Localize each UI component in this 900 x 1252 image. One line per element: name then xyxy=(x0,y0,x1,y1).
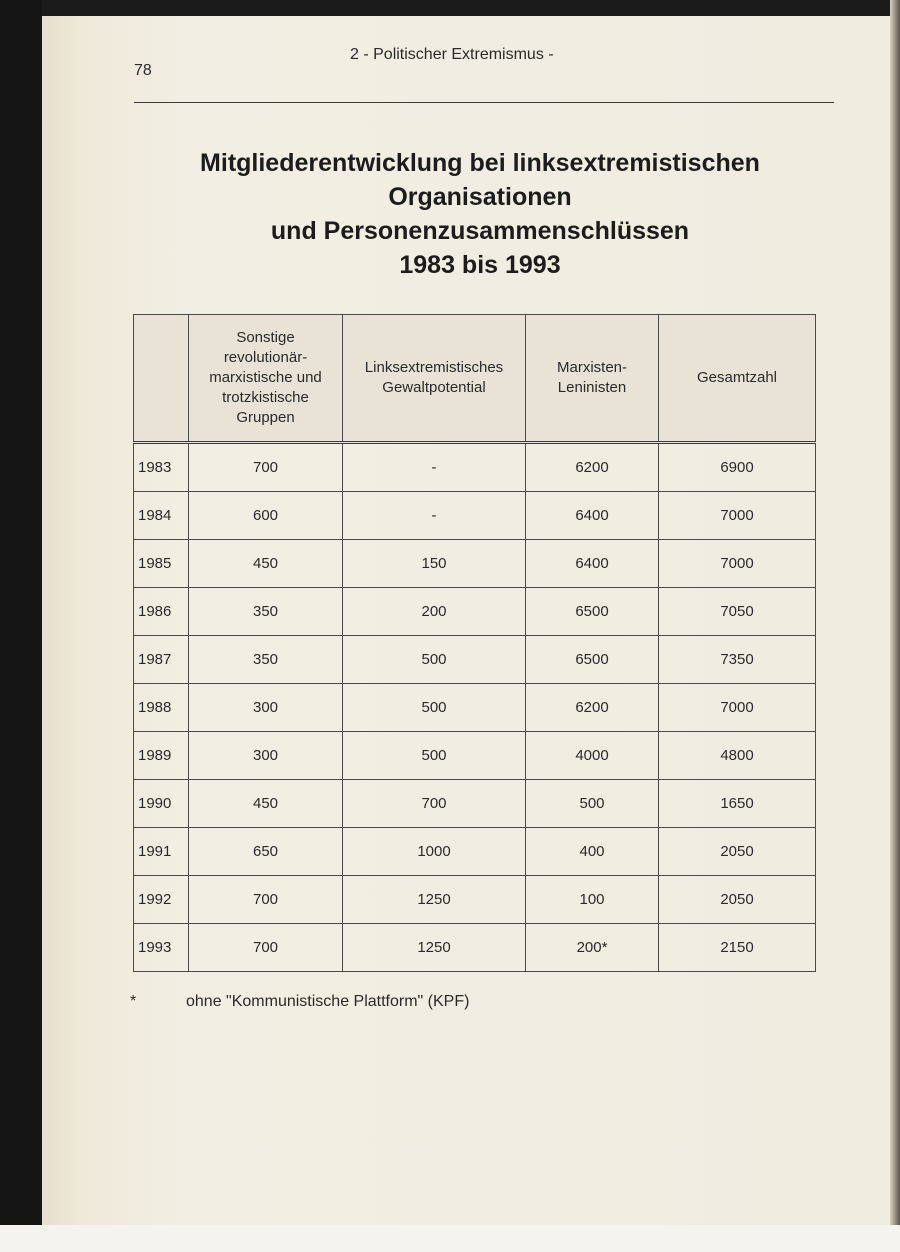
header-year xyxy=(134,315,189,443)
cell-gesamtzahl: 2050 xyxy=(659,876,816,924)
cell-gesamtzahl: 7350 xyxy=(659,636,816,684)
table-row xyxy=(134,780,816,828)
cell-sonstige-gruppen: 650 xyxy=(189,828,343,876)
title-line-4: 1983 bis 1993 xyxy=(399,251,561,279)
cell-year: 1988 xyxy=(134,684,189,732)
table-row xyxy=(134,732,816,780)
page-number: 78 xyxy=(134,62,152,79)
footnote xyxy=(130,993,469,1011)
cell-marxisten-leninisten: 6400 xyxy=(526,492,659,540)
title-line-1: Mitgliederentwicklung bei linksextremistischen xyxy=(200,149,760,177)
cell-gewaltpotential: 500 xyxy=(343,684,526,732)
cell-marxisten-leninisten: 6200 xyxy=(526,443,659,492)
cell-gewaltpotential: - xyxy=(343,492,526,540)
running-head: 2 - Politischer Extremismus - xyxy=(350,46,554,63)
cell-sonstige-gruppen: 450 xyxy=(189,780,343,828)
cell-gesamtzahl: 2050 xyxy=(659,828,816,876)
table-row xyxy=(134,540,816,588)
footnote-text: ohne "Kommunistische Plattform" (KPF) xyxy=(186,993,470,1010)
table-header-row xyxy=(134,315,816,443)
cell-gesamtzahl: 2150 xyxy=(659,924,816,972)
cell-gesamtzahl: 7050 xyxy=(659,588,816,636)
cell-marxisten-leninisten: 6500 xyxy=(526,588,659,636)
cell-marxisten-leninisten: 500 xyxy=(526,780,659,828)
scan-border-top xyxy=(0,0,900,16)
cell-year: 1984 xyxy=(134,492,189,540)
table-row xyxy=(134,588,816,636)
table-title xyxy=(130,146,830,282)
table-row xyxy=(134,443,816,492)
cell-gesamtzahl: 4800 xyxy=(659,732,816,780)
cell-gewaltpotential: 150 xyxy=(343,540,526,588)
cell-sonstige-gruppen: 300 xyxy=(189,684,343,732)
cell-year: 1983 xyxy=(134,443,189,492)
cell-marxisten-leninisten: 100 xyxy=(526,876,659,924)
table-row xyxy=(134,828,816,876)
cell-year: 1986 xyxy=(134,588,189,636)
cell-gewaltpotential: 1000 xyxy=(343,828,526,876)
table-row xyxy=(134,924,816,972)
cell-gewaltpotential: 500 xyxy=(343,732,526,780)
cell-gesamtzahl: 7000 xyxy=(659,540,816,588)
cell-gewaltpotential: 700 xyxy=(343,780,526,828)
table-row xyxy=(134,684,816,732)
cell-year: 1993 xyxy=(134,924,189,972)
cell-gewaltpotential: 500 xyxy=(343,636,526,684)
cell-gewaltpotential: 200 xyxy=(343,588,526,636)
title-line-2: Organisationen xyxy=(388,183,572,211)
cell-gewaltpotential: - xyxy=(343,443,526,492)
header-marxisten-leninisten: Marxisten- Leninisten xyxy=(526,315,659,443)
table-row xyxy=(134,876,816,924)
footnote-marker: * xyxy=(130,993,137,1010)
cell-marxisten-leninisten: 200* xyxy=(526,924,659,972)
membership-table xyxy=(133,314,816,972)
cell-gewaltpotential: 1250 xyxy=(343,876,526,924)
scan-border-left xyxy=(0,0,42,1225)
cell-sonstige-gruppen: 350 xyxy=(189,636,343,684)
table-body xyxy=(134,443,816,972)
table-row xyxy=(134,636,816,684)
cell-marxisten-leninisten: 6200 xyxy=(526,684,659,732)
cell-gesamtzahl: 7000 xyxy=(659,492,816,540)
cell-sonstige-gruppen: 700 xyxy=(189,443,343,492)
cell-sonstige-gruppen: 700 xyxy=(189,924,343,972)
cell-gewaltpotential: 1250 xyxy=(343,924,526,972)
cell-gesamtzahl: 6900 xyxy=(659,443,816,492)
cell-gesamtzahl: 7000 xyxy=(659,684,816,732)
cell-year: 1990 xyxy=(134,780,189,828)
scan-border-bottom xyxy=(0,1225,900,1252)
cell-gesamtzahl: 1650 xyxy=(659,780,816,828)
cell-marxisten-leninisten: 6500 xyxy=(526,636,659,684)
cell-sonstige-gruppen: 350 xyxy=(189,588,343,636)
cell-marxisten-leninisten: 6400 xyxy=(526,540,659,588)
header-sonstige-gruppen: Sonstige revolutionär- marxistische und trotzkistische Gruppen xyxy=(189,315,343,443)
cell-sonstige-gruppen: 600 xyxy=(189,492,343,540)
cell-year: 1989 xyxy=(134,732,189,780)
title-line-3: und Personenzusammenschlüssen xyxy=(270,217,690,245)
cell-sonstige-gruppen: 450 xyxy=(189,540,343,588)
cell-sonstige-gruppen: 300 xyxy=(189,732,343,780)
cell-marxisten-leninisten: 400 xyxy=(526,828,659,876)
cell-year: 1987 xyxy=(134,636,189,684)
cell-year: 1992 xyxy=(134,876,189,924)
scan-border-right xyxy=(890,0,900,1240)
cell-year: 1991 xyxy=(134,828,189,876)
header-rule xyxy=(134,102,834,103)
table-row xyxy=(134,492,816,540)
cell-marxisten-leninisten: 4000 xyxy=(526,732,659,780)
header-gesamtzahl: Gesamtzahl xyxy=(659,315,816,443)
header-gewaltpotential: Linksextremistisches Gewaltpotential xyxy=(343,315,526,443)
cell-sonstige-gruppen: 700 xyxy=(189,876,343,924)
cell-year: 1985 xyxy=(134,540,189,588)
